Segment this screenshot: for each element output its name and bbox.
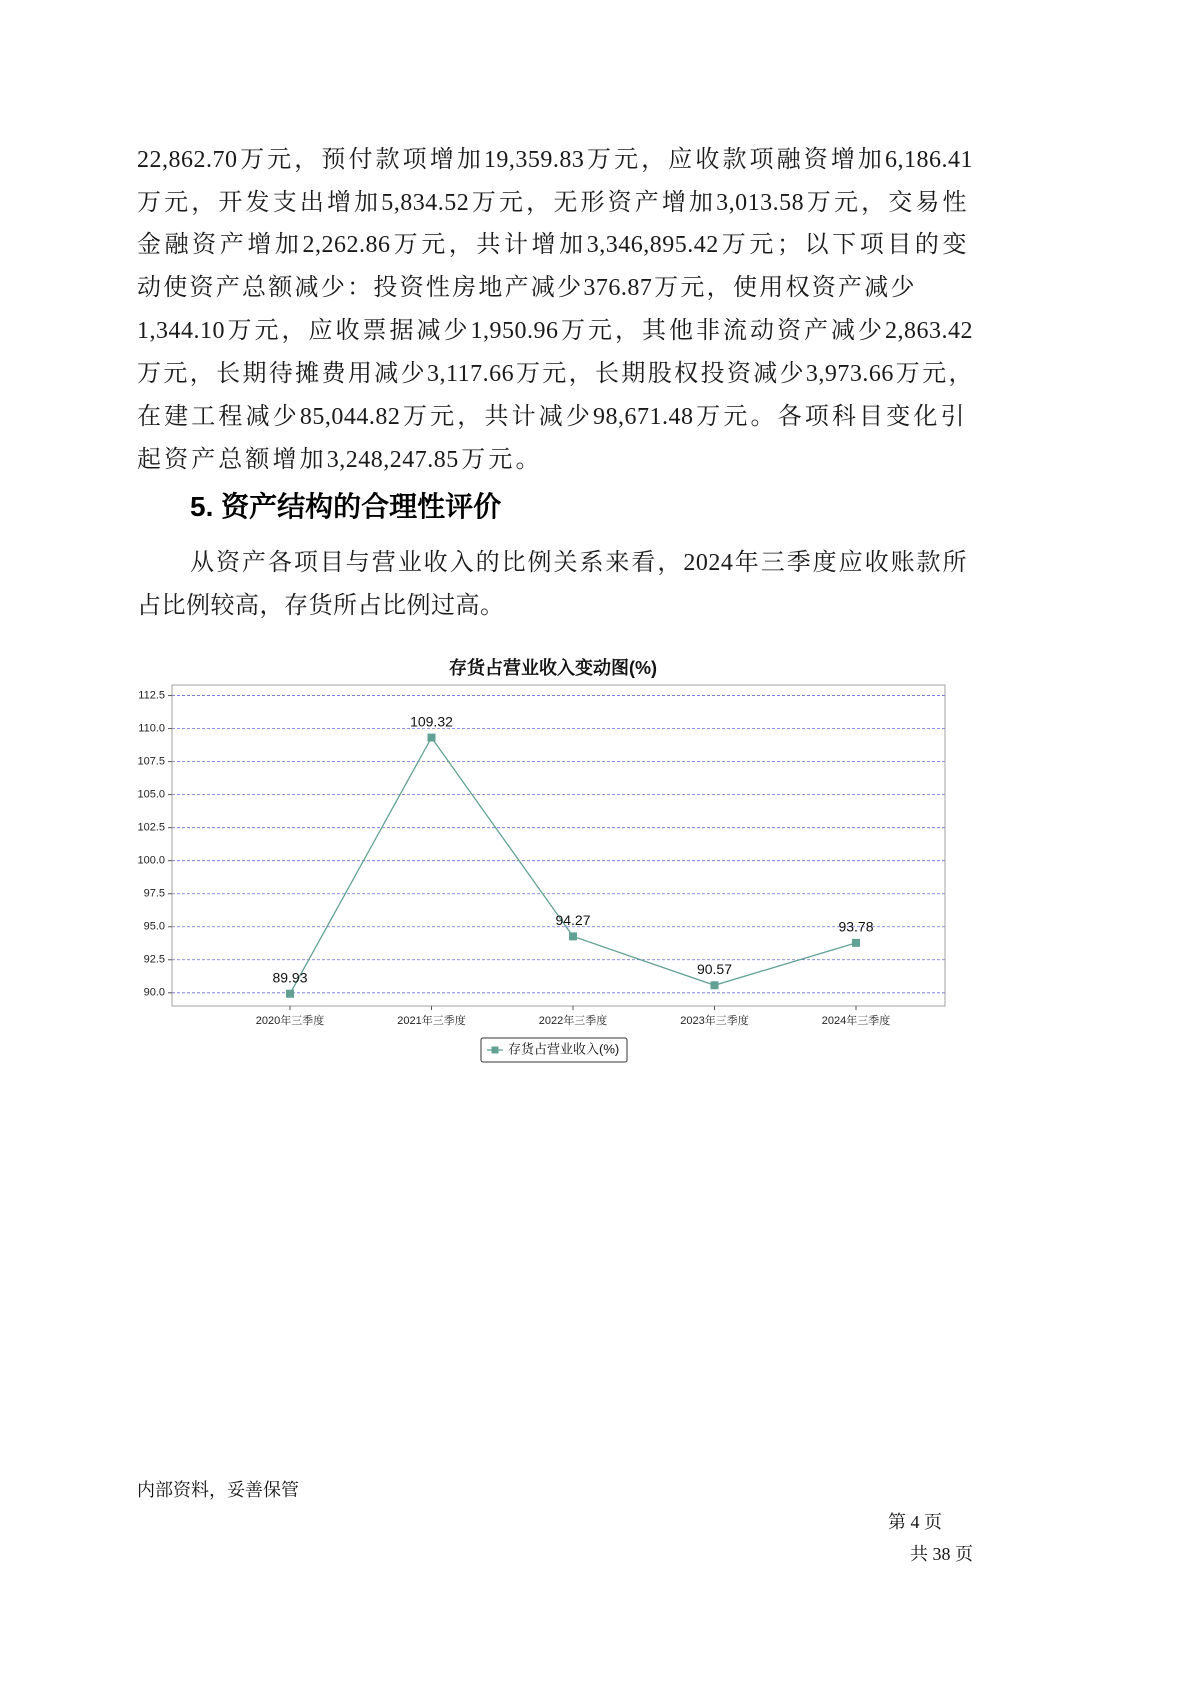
data-label: 93.78	[838, 918, 874, 935]
body-text-line: 起资产总额增加3,248,247.85万元。	[137, 447, 540, 473]
gridlines	[172, 696, 945, 993]
data-labels	[272, 713, 873, 985]
body-text-line: 从资产各项目与营业收入的比例关系来看，2024年三季度应收账款所	[190, 550, 967, 576]
y-tick-label: 100.0	[137, 854, 165, 867]
data-point-marker	[711, 981, 719, 989]
body-text-line: 万元，开发支出增加5,834.52万元，无形资产增加3,013.58万元，交易性	[137, 190, 967, 216]
y-tick-label: 105.0	[137, 788, 165, 801]
inventory-ratio-line-chart	[0, 640, 1191, 1080]
body-text-line: 在建工程减少85,044.82万元，共计减少98,671.48万元。各项科目变化引	[137, 404, 965, 430]
body-text-line: 金融资产增加2,262.86万元，共计增加3,346,895.42万元；以下项目的变	[137, 232, 967, 258]
body-text-line: 占比例较高，存货所占比例过高。	[137, 593, 505, 619]
data-point-marker	[569, 932, 577, 940]
data-label: 94.27	[555, 912, 591, 929]
y-tick-label: 110.0	[138, 722, 165, 735]
y-axis	[137, 689, 172, 998]
plot-area	[172, 685, 945, 1006]
page-total: 共 38 页	[910, 1544, 973, 1564]
series-line	[290, 738, 856, 994]
body-text-line: 1,344.10万元，应收票据减少1,950.96万元，其他非流动资产减少2,863.42	[137, 318, 973, 344]
body-text-line: 22,862.70万元，预付款项增加19,359.83万元，应收款项融资增加6,186.41	[137, 147, 973, 173]
x-axis	[256, 1006, 890, 1027]
legend-label: 存货占营业收入(%)	[508, 1041, 620, 1057]
data-point-marker	[428, 734, 436, 742]
x-tick-label: 2024年三季度	[821, 1014, 891, 1027]
page-current: 第 4 页	[888, 1512, 942, 1532]
y-tick-label: 107.5	[137, 755, 165, 768]
y-tick-label: 97.5	[143, 887, 165, 900]
page-footer	[137, 1474, 973, 1602]
y-tick-label: 102.5	[137, 821, 165, 834]
data-point-marker	[286, 990, 294, 998]
chart-title: 存货占营业收入变动图(%)	[449, 657, 657, 678]
page-number	[870, 1474, 973, 1602]
y-tick-label: 90.0	[143, 986, 165, 999]
body-text-line: 万元，长期待摊费用减少3,117.66万元，长期股权投资减少3,973.66万元，	[137, 361, 973, 387]
y-tick-label: 112.5	[138, 689, 165, 702]
section-heading: 5. 资产结构的合理性评价	[190, 491, 502, 522]
y-tick-label: 95.0	[143, 920, 165, 933]
legend-marker-swatch	[492, 1047, 499, 1054]
x-tick-label: 2020年三季度	[255, 1014, 325, 1027]
legend	[481, 1038, 627, 1062]
x-tick-label: 2021年三季度	[397, 1014, 466, 1027]
data-point-marker	[852, 939, 860, 947]
x-tick-label: 2023年三季度	[680, 1014, 749, 1027]
y-tick-label: 92.5	[143, 953, 165, 966]
series	[286, 734, 860, 998]
data-label: 89.93	[272, 969, 308, 986]
confidentiality-note: 内部资料，妥善保管	[137, 1480, 299, 1500]
x-tick-label: 2022年三季度	[538, 1014, 608, 1027]
body-text-line: 动使资产总额减少：投资性房地产减少376.87万元，使用权资产减少	[137, 275, 915, 301]
data-label: 109.32	[410, 713, 453, 730]
data-label: 90.57	[696, 960, 733, 977]
